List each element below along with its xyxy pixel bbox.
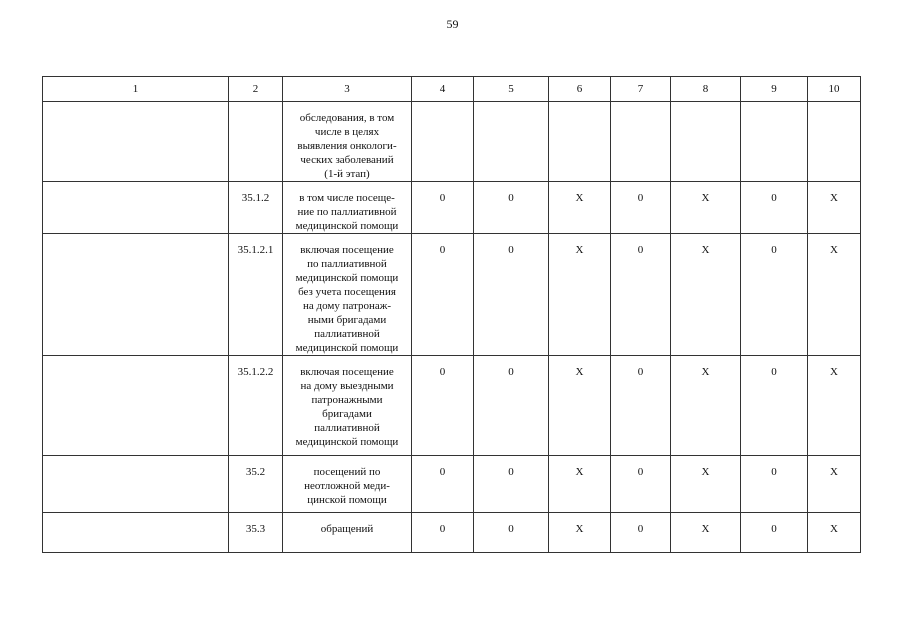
cell-value: 0 bbox=[611, 182, 671, 234]
cell-value: 0 bbox=[741, 513, 808, 553]
cell-value: 0 bbox=[611, 234, 671, 356]
column-header: 4 bbox=[412, 77, 474, 102]
page-number: 59 bbox=[446, 17, 459, 31]
cell-value: X bbox=[671, 513, 741, 553]
cell-name: в том числе посеще- ние по паллиативной медицинской помощи bbox=[283, 182, 412, 234]
cell-col1 bbox=[43, 102, 229, 182]
cell-value: X bbox=[549, 456, 611, 513]
cell-col1 bbox=[43, 356, 229, 456]
cell-code: 35.3 bbox=[229, 513, 283, 553]
cell-value bbox=[549, 102, 611, 182]
cell-value bbox=[412, 102, 474, 182]
cell-value: 0 bbox=[741, 456, 808, 513]
cell-value bbox=[611, 102, 671, 182]
column-header: 6 bbox=[549, 77, 611, 102]
cell-value: 0 bbox=[611, 456, 671, 513]
column-header: 3 bbox=[283, 77, 412, 102]
cell-value: X bbox=[808, 234, 861, 356]
cell-value: X bbox=[549, 182, 611, 234]
cell-value bbox=[808, 102, 861, 182]
cell-col1 bbox=[43, 182, 229, 234]
cell-code: 35.1.2.2 bbox=[229, 356, 283, 456]
cell-code: 35.1.2 bbox=[229, 182, 283, 234]
cell-value: X bbox=[671, 234, 741, 356]
cell-col1 bbox=[43, 513, 229, 553]
column-header: 1 bbox=[43, 77, 229, 102]
cell-value: X bbox=[808, 356, 861, 456]
table-row bbox=[43, 356, 861, 456]
cell-value: X bbox=[549, 234, 611, 356]
column-header: 9 bbox=[741, 77, 808, 102]
cell-value: X bbox=[808, 513, 861, 553]
cell-value: X bbox=[671, 456, 741, 513]
cell-value: 0 bbox=[412, 182, 474, 234]
column-header: 2 bbox=[229, 77, 283, 102]
cell-name: включая посещение по паллиативной медицинской помощи без учета посещения на дому патронаж- ными бригадами паллиативной медицинской помощи bbox=[283, 234, 412, 356]
cell-value: X bbox=[549, 513, 611, 553]
table-row bbox=[43, 102, 861, 182]
table-row bbox=[43, 234, 861, 356]
cell-value bbox=[671, 102, 741, 182]
cell-value: 0 bbox=[474, 234, 549, 356]
cell-code: 35.2 bbox=[229, 456, 283, 513]
cell-code: 35.1.2.1 bbox=[229, 234, 283, 356]
cell-value: 0 bbox=[741, 356, 808, 456]
cell-value: X bbox=[671, 356, 741, 456]
cell-value: 0 bbox=[412, 356, 474, 456]
cell-value: 0 bbox=[474, 356, 549, 456]
cell-value: X bbox=[549, 356, 611, 456]
header-row bbox=[43, 77, 861, 102]
cell-value: 0 bbox=[474, 182, 549, 234]
cell-value: 0 bbox=[412, 513, 474, 553]
cell-value: 0 bbox=[741, 234, 808, 356]
cell-value: 0 bbox=[611, 356, 671, 456]
column-header: 10 bbox=[808, 77, 861, 102]
table-row bbox=[43, 513, 861, 553]
table-row bbox=[43, 182, 861, 234]
cell-value: 0 bbox=[412, 234, 474, 356]
cell-value bbox=[741, 102, 808, 182]
cell-value: X bbox=[671, 182, 741, 234]
column-header: 7 bbox=[611, 77, 671, 102]
cell-code bbox=[229, 102, 283, 182]
cell-value: 0 bbox=[611, 513, 671, 553]
cell-value: X bbox=[808, 456, 861, 513]
cell-name: включая посещение на дому выездными патронажными бригадами паллиативной медицинской помощи bbox=[283, 356, 412, 456]
cell-value: 0 bbox=[412, 456, 474, 513]
cell-value: 0 bbox=[741, 182, 808, 234]
cell-col1 bbox=[43, 234, 229, 356]
cell-value: 0 bbox=[474, 513, 549, 553]
cell-name: обращений bbox=[283, 513, 412, 553]
column-header: 5 bbox=[474, 77, 549, 102]
table-row bbox=[43, 456, 861, 513]
cell-value bbox=[474, 102, 549, 182]
cell-value: 0 bbox=[474, 456, 549, 513]
column-header: 8 bbox=[671, 77, 741, 102]
cell-name: посещений по неотложной меди- цинской помощи bbox=[283, 456, 412, 513]
cell-col1 bbox=[43, 456, 229, 513]
cell-value: X bbox=[808, 182, 861, 234]
data-table bbox=[42, 76, 861, 553]
cell-name: обследования, в том числе в целях выявления онкологи- ческих заболеваний (1-й этап) bbox=[283, 102, 412, 182]
